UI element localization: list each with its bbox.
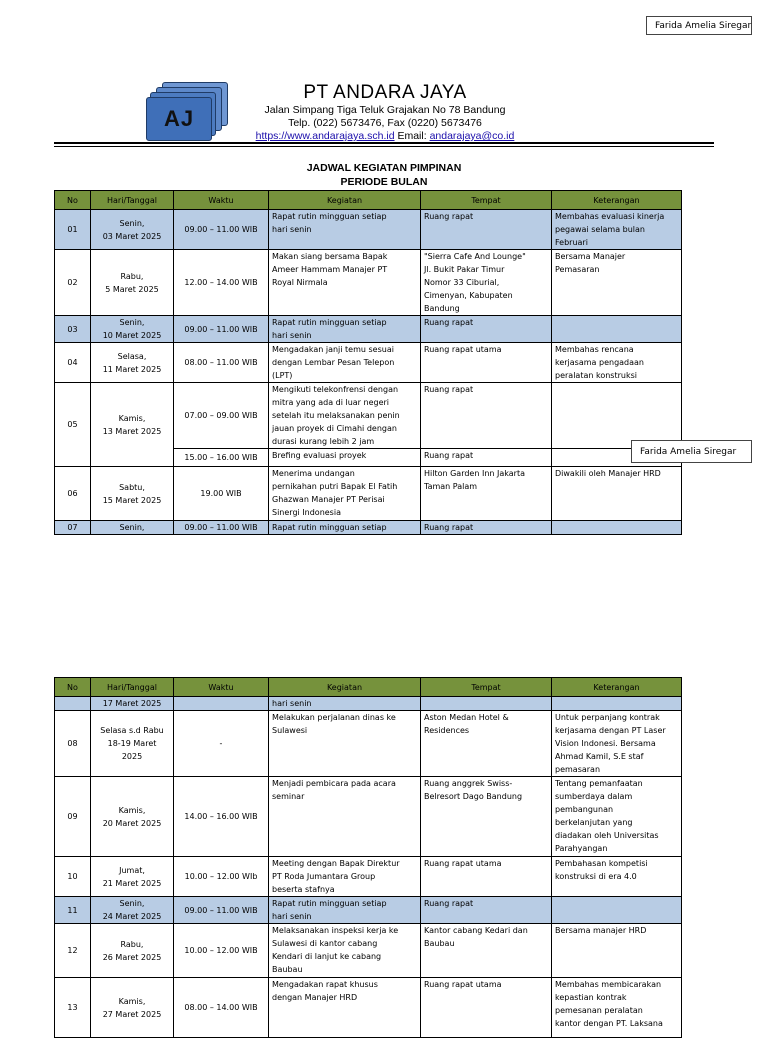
cell-note-line: Parahyangan	[555, 844, 608, 853]
cell-activity-line: Baubau	[272, 965, 303, 974]
cell-activity-line: Rapat rutin mingguan setiap	[272, 318, 387, 327]
email-label: Email:	[394, 130, 430, 142]
cell-place	[421, 210, 552, 250]
cell-no: 13	[55, 978, 91, 1038]
cell-day-line: Rabu,	[120, 939, 144, 949]
cell-day-line: Senin,	[119, 218, 145, 228]
cell-activity-line: durasi kurang lebih 2 jam	[272, 437, 375, 446]
cell-day-line: 5 Maret 2025	[105, 284, 159, 294]
cell-day	[91, 250, 174, 316]
cell-day	[91, 521, 174, 535]
cell-activity-line: Royal Nirmala	[272, 278, 328, 287]
cell-place-line: Nomor 33 Ciburial,	[424, 278, 500, 287]
cell-note	[552, 978, 682, 1038]
cell-note-line: pemasaran	[555, 765, 601, 774]
cell-place-line: Hilton Garden Inn Jakarta	[424, 469, 525, 478]
cell-place-line: "Sierra Cafe And Lounge"	[424, 252, 526, 261]
cell-note-line: Februari	[555, 238, 588, 247]
cell-note	[552, 467, 682, 521]
table-row	[55, 467, 682, 521]
schedule-table-part-2	[54, 677, 682, 1038]
cell-place-line: Jl. Bukit Pakar Timur	[424, 265, 505, 274]
cell-activity-line: Rapat rutin mingguan setiap	[272, 523, 387, 532]
cell-note-line: kantor dengan PT. Laksana	[555, 1019, 663, 1028]
cell-activity-line: setelah itu melaksanakan penin	[272, 411, 400, 420]
cell-activity-line: Rapat rutin mingguan setiap	[272, 899, 387, 908]
cell-day	[91, 857, 174, 897]
cell-place-line: Residences	[424, 726, 470, 735]
cell-day-line: 20 Maret 2025	[102, 818, 162, 828]
cell-day	[91, 697, 174, 711]
cell-note-line: peralatan konstruksi	[555, 371, 637, 380]
cell-time: 09.00 – 11.00 WIB	[174, 316, 269, 343]
table-row	[55, 777, 682, 857]
cell-note-line: sumberdaya dalam	[555, 792, 633, 801]
cell-time	[174, 697, 269, 711]
email-link[interactable]: andarajaya@co.id	[429, 130, 515, 142]
cell-activity-line: Makan siang bersama Bapak	[272, 252, 388, 261]
cell-activity	[269, 711, 421, 777]
cell-activity-line: Mengadakan janji temu sesuai	[272, 345, 394, 354]
cell-note	[552, 521, 682, 535]
cell-place	[421, 697, 552, 711]
comment-author-box[interactable]: Farida Amelia Siregar	[631, 440, 752, 463]
table-row	[55, 316, 682, 343]
cell-note	[552, 697, 682, 711]
cell-place-line: Ruang anggrek Swiss-	[424, 779, 513, 788]
cell-note-line: diadakan oleh Universitas	[555, 831, 659, 840]
cell-place-line: Taman Palam	[424, 482, 478, 491]
company-address: Jalan Simpang Tiga Teluk Grajakan No 78 Bandung	[264, 104, 506, 116]
cell-time: 09.00 – 11.00 WIB	[174, 210, 269, 250]
header-divider-thin	[54, 146, 714, 147]
cell-activity-line: pernikahan putri Bapak El Fatih	[272, 482, 398, 491]
col-header-day: Hari/Tanggal	[91, 191, 174, 210]
cell-day-line: Senin,	[119, 899, 145, 908]
cell-activity-line: dengan Lembar Pesan Telepon	[272, 358, 395, 367]
cell-day	[91, 897, 174, 924]
cell-note-line: Vision Indonesi. Bersama	[555, 739, 656, 748]
cell-time: 15.00 – 16.00 WIB	[174, 449, 269, 467]
cell-day-line: Selasa s.d Rabu	[100, 726, 164, 735]
col-header-activity: Kegiatan	[269, 678, 421, 697]
table-row	[55, 857, 682, 897]
title-line-1: JADWAL KEGIATAN PIMPINAN	[306, 162, 462, 174]
cell-activity-line: Sinergi Indonesia	[272, 508, 341, 517]
cell-day	[91, 924, 174, 978]
cell-day	[91, 210, 174, 250]
cell-activity-line: beserta stafnya	[272, 885, 335, 894]
cell-day-line: 03 Maret 2025	[102, 231, 162, 241]
col-header-time: Waktu	[174, 678, 269, 697]
cell-note-line: Pemasaran	[555, 265, 600, 274]
cell-activity	[269, 383, 421, 449]
cell-note	[552, 924, 682, 978]
table-row	[55, 250, 682, 316]
cell-time: 08.00 – 14.00 WIB	[174, 978, 269, 1038]
cell-no: 05	[55, 383, 91, 467]
cell-place-line: Ruang rapat	[424, 212, 474, 221]
cell-note-line: berkelanjutan yang	[555, 818, 633, 827]
cell-note-line: pegawai selama bulan	[555, 225, 645, 234]
cell-note-line: kerjasama pengadaan	[555, 358, 644, 367]
table-row	[55, 210, 682, 250]
cell-activity-line: (LPT)	[272, 371, 293, 380]
cell-note-line: Membahas rencana	[555, 345, 634, 354]
cell-activity-line: dengan Manajer HRD	[272, 993, 358, 1002]
cell-activity-line: Mengadakan rapat khusus	[272, 980, 378, 989]
cell-note-line: pemesanan peralatan	[555, 1006, 643, 1015]
cell-day	[91, 978, 174, 1038]
cell-activity	[269, 250, 421, 316]
cell-day-line: Kamis,	[118, 413, 146, 423]
cell-activity	[269, 697, 421, 711]
cell-activity	[269, 978, 421, 1038]
company-phone: Telp. (022) 5673476, Fax (0220) 5673476	[288, 117, 482, 129]
table-row	[55, 978, 682, 1038]
cell-activity-line: hari senin	[272, 331, 312, 340]
cell-time: 14.00 – 16.00 WIB	[174, 777, 269, 857]
col-header-no: No	[55, 191, 91, 210]
cell-note-line: Pembahasan kompetisi	[555, 859, 648, 868]
cell-place	[421, 383, 552, 449]
cell-no: 04	[55, 343, 91, 383]
col-header-activity: Kegiatan	[269, 191, 421, 210]
cell-activity-line: Melaksanakan inspeksi kerja ke	[272, 926, 399, 935]
cell-note-line: konstruksi di era 4.0	[555, 872, 637, 881]
cell-activity-line: seminar	[272, 792, 305, 801]
cell-day	[91, 467, 174, 521]
cell-time: 08.00 – 11.00 WIB	[174, 343, 269, 383]
cell-note	[552, 857, 682, 897]
cell-activity-line: Mengikuti telekonfrensi dengan	[272, 385, 399, 394]
table-row	[55, 711, 682, 777]
table-row	[55, 521, 682, 535]
cell-activity-line: mitra yang ada di luar negeri	[272, 398, 390, 407]
cell-activity-line: Brefing evaluasi proyek	[272, 451, 367, 460]
cell-activity-line: Rapat rutin mingguan setiap	[272, 212, 387, 221]
table-header-row	[55, 191, 682, 210]
col-header-place: Tempat	[421, 191, 552, 210]
table-row	[55, 697, 682, 711]
cell-no	[55, 697, 91, 711]
cell-note	[552, 711, 682, 777]
cell-note	[552, 343, 682, 383]
cell-no: 08	[55, 711, 91, 777]
cell-day	[91, 777, 174, 857]
cell-time: -	[174, 711, 269, 777]
cell-place-line: Aston Medan Hotel &	[424, 713, 509, 722]
cell-place	[421, 467, 552, 521]
company-logo	[146, 82, 226, 140]
cell-day-line: Kamis,	[118, 805, 146, 815]
cell-place	[421, 924, 552, 978]
cell-activity-line: Sulawesi di kantor cabang	[272, 939, 378, 948]
cell-day-line: Selasa,	[117, 351, 147, 361]
cell-no: 03	[55, 316, 91, 343]
cell-activity-line: hari senin	[272, 699, 312, 708]
header-divider	[54, 142, 714, 144]
cell-activity	[269, 210, 421, 250]
cell-no: 12	[55, 924, 91, 978]
cell-activity	[269, 521, 421, 535]
cell-activity-line: jauan proyek di Cimahi dengan	[272, 424, 397, 433]
cell-note-line: kepastian kontrak	[555, 993, 627, 1002]
cell-time: 07.00 – 09.00 WIB	[174, 383, 269, 449]
cell-note	[552, 897, 682, 924]
cell-place	[421, 449, 552, 467]
cell-no: 07	[55, 521, 91, 535]
cell-activity-line: hari senin	[272, 912, 312, 921]
cell-activity-line: hari senin	[272, 225, 312, 234]
cell-time: 10.00 – 12.00 WIb	[174, 857, 269, 897]
cell-time: 10.00 – 12.00 WIB	[174, 924, 269, 978]
col-header-no: No	[55, 678, 91, 697]
cell-note-line: Bersama Manajer	[555, 252, 626, 261]
cell-time: 09.00 – 11.00 WIB	[174, 897, 269, 924]
cell-place-line: Ruang rapat utama	[424, 980, 502, 989]
cell-day-line: 15 Maret 2025	[102, 495, 162, 505]
cell-time: 19.00 WIB	[174, 467, 269, 521]
cell-day-line: Kamis,	[118, 996, 146, 1006]
cell-day-line: 11 Maret 2025	[102, 364, 162, 374]
cell-activity-line: Ameer Hammam Manajer PT	[272, 265, 388, 274]
col-header-day: Hari/Tanggal	[91, 678, 174, 697]
cell-activity	[269, 897, 421, 924]
cell-activity-line: Melakukan perjalanan dinas ke	[272, 713, 396, 722]
cell-activity-line: PT Roda Jumantara Group	[272, 872, 376, 881]
col-header-place: Tempat	[421, 678, 552, 697]
cell-note-line: Membahas evaluasi kinerja	[555, 212, 665, 221]
cell-no: 11	[55, 897, 91, 924]
cell-day-line: Rabu,	[120, 271, 144, 281]
cell-place-line: Bandung	[424, 304, 460, 313]
cell-no: 06	[55, 467, 91, 521]
cell-place	[421, 857, 552, 897]
cell-day-line: 2025	[121, 752, 143, 761]
cell-activity-line: Menerima undangan	[272, 469, 355, 478]
cell-note-line: Membahas membicarakan	[555, 980, 662, 989]
cell-place	[421, 316, 552, 343]
cell-place-line: Ruang rapat utama	[424, 345, 502, 354]
cell-day	[91, 316, 174, 343]
cell-note-line: Tentang pemanfaatan	[555, 779, 643, 788]
cell-activity-line: Meeting dengan Bapak Direktur	[272, 859, 400, 868]
table-row	[55, 897, 682, 924]
cell-place-line: Ruang rapat	[424, 451, 474, 460]
cell-day-line: 17 Maret 2025	[102, 699, 162, 708]
table-row	[55, 924, 682, 978]
cell-time: 09.00 – 11.00 WIB	[174, 521, 269, 535]
cell-note	[552, 777, 682, 857]
cell-activity	[269, 316, 421, 343]
table-row	[55, 383, 682, 449]
cell-activity	[269, 924, 421, 978]
cell-note-line: Diwakili oleh Manajer HRD	[555, 469, 661, 478]
company-header	[220, 82, 550, 143]
cell-day-line: 24 Maret 2025	[102, 912, 162, 921]
cell-day-line: 18-19 Maret	[107, 739, 157, 748]
cell-activity	[269, 449, 421, 467]
cell-note-line: kerjasama dengan PT Laser	[555, 726, 666, 735]
cell-day	[91, 711, 174, 777]
schedule-table-part-1	[54, 190, 682, 535]
cell-no: 09	[55, 777, 91, 857]
cell-note	[552, 316, 682, 343]
cell-place	[421, 343, 552, 383]
cell-place-line: Belresort Dago Bandung	[424, 792, 523, 801]
cell-note-line: Ahmad Kamil, S.E staf	[555, 752, 644, 761]
logo-text: AJ	[163, 106, 195, 131]
cell-place-line: Ruang rapat	[424, 523, 474, 532]
cell-activity-line: Menjadi pembicara pada acara	[272, 779, 396, 788]
cell-note-line: pembangunan	[555, 805, 614, 814]
cell-day	[91, 383, 174, 467]
cell-day-line: Jumat,	[119, 865, 145, 875]
cell-day-line: 21 Maret 2025	[102, 878, 162, 888]
cell-day-line: 27 Maret 2025	[102, 1009, 162, 1019]
document-title	[54, 161, 714, 189]
cell-activity	[269, 857, 421, 897]
cell-place-line: Ruang rapat	[424, 318, 474, 327]
cell-day-line: 10 Maret 2025	[102, 331, 162, 340]
title-line-2: PERIODE BULAN	[340, 176, 428, 188]
cell-time: 12.00 – 14.00 WIB	[174, 250, 269, 316]
cell-place-line: Ruang rapat	[424, 899, 474, 908]
cell-place	[421, 521, 552, 535]
cell-note	[552, 210, 682, 250]
cell-day-line: Senin,	[119, 523, 145, 532]
cell-no: 02	[55, 250, 91, 316]
cell-day	[91, 343, 174, 383]
cell-day-line: 13 Maret 2025	[102, 426, 162, 436]
cell-note-line: Bersama manajer HRD	[555, 926, 647, 935]
cell-place	[421, 250, 552, 316]
cell-note	[552, 250, 682, 316]
cell-place	[421, 978, 552, 1038]
cell-activity	[269, 777, 421, 857]
cell-day-line: 26 Maret 2025	[102, 952, 162, 962]
comment-author-box[interactable]: Farida Amelia Siregar	[646, 16, 752, 35]
cell-day-line: Senin,	[119, 318, 145, 327]
table-row	[55, 343, 682, 383]
col-header-time: Waktu	[174, 191, 269, 210]
cell-place-line: Ruang rapat utama	[424, 859, 502, 868]
cell-place-line: Cimenyan, Kabupaten	[424, 291, 513, 300]
cell-note-line: Untuk perpanjang kontrak	[555, 713, 660, 722]
cell-activity	[269, 467, 421, 521]
cell-day-line: Sabtu,	[119, 482, 145, 492]
cell-note	[552, 383, 682, 449]
cell-place	[421, 777, 552, 857]
cell-activity-line: Kendari di lanjut ke cabang	[272, 952, 382, 961]
table-header-row	[55, 678, 682, 697]
cell-no: 01	[55, 210, 91, 250]
col-header-note: Keterangan	[552, 191, 682, 210]
cell-activity-line: Sulawesi	[272, 726, 308, 735]
company-name: PT ANDARA JAYA	[303, 82, 467, 103]
col-header-note: Keterangan	[552, 678, 682, 697]
cell-activity	[269, 343, 421, 383]
cell-no: 10	[55, 857, 91, 897]
cell-place	[421, 897, 552, 924]
cell-place-line: Kantor cabang Kedari dan	[424, 926, 528, 935]
cell-place	[421, 711, 552, 777]
cell-activity-line: Ghazwan Manajer PT Perisai	[272, 495, 385, 504]
cell-place-line: Baubau	[424, 939, 455, 948]
cell-place-line: Ruang rapat	[424, 385, 474, 394]
website-link[interactable]: https://www.andarajaya.sch.id	[255, 130, 395, 142]
